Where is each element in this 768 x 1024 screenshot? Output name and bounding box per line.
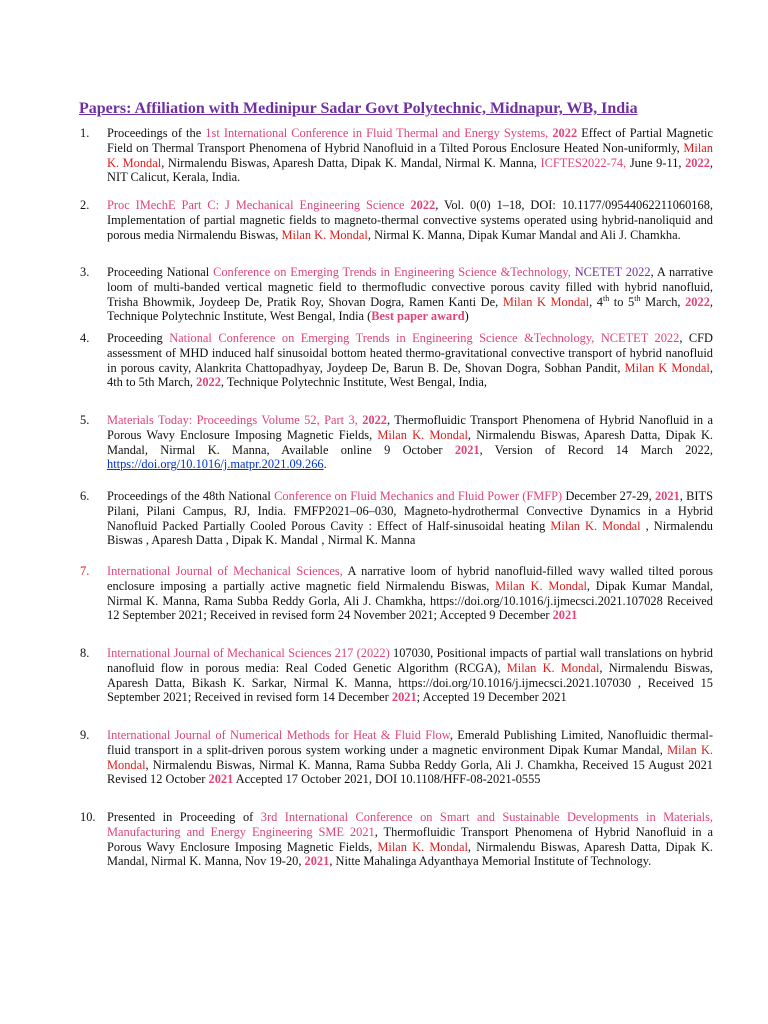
entry-text-segment: , A narrative loom of multi-banded vertical magnetic field to thermofludic convective porous cavity filled with hybrid nanofluid, Trisha Bhowmik, Joydeep De, Pratik Roy, Shovan Dogra, Ramen Kanti De, (107, 265, 713, 309)
entry-text-segment: Proceeding National (107, 265, 214, 279)
entry-text-segment: ; Accepted 19 December 2021 (416, 690, 567, 705)
entry-number: 2. (80, 198, 90, 212)
entry-text (107, 265, 713, 324)
entry-text-segment: Conference on Emerging Trends in Engineering Science &Technology, (213, 265, 571, 279)
entry-text-segment: Milan K. Mondal (281, 227, 368, 242)
entry-text-segment: , Nirmalendu Biswas, Nirmal K. Manna, Rama Subba Reddy Gorla, Ali J. Chamkha, Received 15 August 2021 Revised 12 October (107, 757, 713, 787)
entry-text-segment: , CFD assessment of MHD induced half sinusoidal bottom heated thermo-gravitational convective transport of hybrid nanofluid in porous cavity, Alankrita Chattopadhyay, Joydeep De, Barun B. De, Shovan Dogra, Sobhan Pandit, (107, 331, 713, 375)
entry-text-segment: , Nirmalendu Biswas, Aparesh Datta, Dipak K. Mandal, Nirmal K. Manna, Available online 9 October (107, 427, 713, 457)
entry-text-segment: 2021 (552, 608, 578, 623)
entry-number: 9. (80, 728, 90, 742)
entry-text-segment: Conference on Fluid Mechanics and Fluid Power (FMFP) (274, 489, 563, 503)
entry-text (107, 331, 713, 390)
entry-text-segment: , Nitte Mahalinga Adyanthaya Memorial Institute of Technology. (329, 854, 652, 869)
entry-text-segment: , Version of Record 14 March 2022, (479, 442, 713, 457)
entry-text-segment: Best paper award (371, 309, 465, 324)
entry-text-segment: to 5 (609, 294, 635, 309)
entry-text-segment: ICFTES2022-74, (540, 155, 627, 170)
entry-text-segment: International Journal of Numerical Methods for Heat & Fluid Flow (107, 728, 450, 742)
entry-text (107, 126, 713, 185)
entry-text-segment: 2021 (654, 489, 680, 503)
entry-text (107, 489, 713, 548)
entry-text-segment: , Nirmalendu Biswas , Aparesh Datta , Dipak K. Mandal , Nirmal K. Manna (107, 518, 713, 548)
entry-text-segment: th (634, 293, 641, 303)
entry-text-segment: June 9-11, (626, 155, 686, 170)
entry-text-segment: Effect of Partial Magnetic Field on Thermal Transport Phenomena of Hybrid Nanofluid in a Tilted Porous Enclosure Heated Non-uniformly, (107, 126, 713, 155)
entry-text-segment: 2021 (208, 772, 234, 787)
entry-text-segment: 2022 (552, 126, 578, 140)
entry-text-segment: 2022 (362, 413, 387, 427)
entry-text-segment: Proc IMechE Part C: J Mechanical Engineering Science (107, 198, 405, 212)
entry-text-segment: th (602, 293, 610, 303)
entry-text-segment: , Technique Polytechnic Institute, West Bengal, India ( (107, 294, 713, 324)
entry-text-segment: 2022 (196, 375, 221, 390)
entry-text-segment: 2022 (410, 198, 436, 212)
entry-text-segment: A narrative loom of hybrid nanofluid-filled wavy walled tilted porous enclosure imposing a partially active magnetic field Nirmalendu Biswas, (107, 564, 713, 593)
entry-text-segment: Milan K. Mondal (550, 518, 641, 533)
entry-text-segment: December 27-29, (562, 489, 655, 503)
entry-number: 5. (80, 413, 90, 427)
entry-text-segment: Milan K. Mondal (506, 660, 600, 675)
entry-text-segment: 2021 (454, 442, 480, 457)
entry-text-segment: March, (640, 294, 686, 309)
entry-text-segment: Milan K. Mondal (377, 427, 468, 442)
publication-entry-2 (80, 198, 713, 242)
entry-text-segment: Presented in Proceeding of (107, 810, 261, 824)
entry-text-segment: International Journal of Mechanical Sciences, (107, 564, 343, 578)
entry-text-segment: Proceedings of the 48th National (107, 489, 275, 503)
entry-text-segment: Milan K. Mondal (107, 742, 713, 772)
entry-text-segment: Accepted 17 October 2021, DOI 10.1108/HFF-08-2021-0555 (233, 772, 541, 787)
entry-text-segment: , Vol. 0(0) 1–18, DOI: 10.1177/09544062211060168, Implementation of partial magnetic fields to magneto-thermal convective systems operated using hybrid-nanoliquid and porous media Nirmalendu Biswas, (107, 198, 713, 242)
entry-text-segment: NCETET 2022 (600, 331, 680, 345)
entry-number: 3. (80, 265, 90, 279)
entry-text-segment: 2021 (391, 690, 417, 705)
entry-text (107, 413, 713, 472)
entry-text-segment: , Nirmalendu Biswas, Aparesh Datta, Dipak K. Mandal, Nirmal K. Manna, (161, 155, 541, 170)
entry-text-segment: Milan K Mondal (502, 294, 590, 309)
entry-text-segment: Milan K. Mondal (377, 839, 468, 854)
publication-entry-10 (80, 810, 713, 869)
publication-entry-3 (80, 265, 713, 324)
entry-number: 10. (80, 810, 96, 824)
entry-text-segment: . (323, 457, 327, 472)
entry-text-segment: International Journal of Mechanical Sciences 217 (2022) (107, 646, 390, 660)
entry-number: 1. (80, 126, 90, 140)
entry-text (107, 646, 713, 705)
entry-text (107, 198, 713, 242)
publication-entry-7 (80, 564, 713, 623)
entry-text-segment: 2022 (685, 294, 710, 309)
entry-text-segment: , Nirmalendu Biswas, Aparesh Datta, Bikash K. Sarkar, Nirmal K. Manna, https://doi.org/10.1016/j.ijmecsci.2021.107030 , Received 15 September 2021; Received in revised form 14 December (107, 660, 714, 705)
entry-text (107, 810, 713, 869)
entry-text-segment: Milan K Mondal (624, 360, 710, 375)
entry-text-segment: , Nirmalendu Biswas, Aparesh Datta, Dipak K. Mandal, Nirmal K. Manna, Nov 19-20, (107, 839, 713, 869)
entry-text-segment: , Thermofluidic Transport Phenomena of Hybrid Nanofluid in a Porous Wavy Enclosure Imposing Magnetic Fields, (107, 824, 713, 854)
entry-number: 4. (80, 331, 90, 345)
entry-number: 6. (80, 489, 90, 503)
entry-text-segment: 1st International Conference in Fluid Thermal and Energy Systems, (205, 126, 549, 140)
entry-text-segment: , Emerald Publishing Limited, Nanofluidic thermal-fluid transport in a split-driven porous system working under a magnetic environment Dipak Kumar Mandal, (107, 728, 713, 757)
entry-number: 7. (80, 564, 90, 578)
entry-text-segment: , Thermofluidic Transport Phenomena of Hybrid Nanofluid in a Porous Wavy Enclosure Imposing Magnetic Fields, (107, 413, 713, 442)
entry-text-segment: , Nirmal K. Manna, Dipak Kumar Mandal and Ali J. Chamkha. (367, 227, 681, 242)
entry-text-segment: National Conference on Emerging Trends in Engineering Science &Technology, (169, 331, 595, 345)
entry-text-segment: 3rd International Conference on Smart and Sustainable Developments in Materials, Manufacturing and Energy Engineering SME 2021 (107, 810, 713, 839)
entry-text-segment: , Dipak Kumar Mandal, Nirmal K. Manna, Rama Subba Reddy Gorla, Ali J. Chamkha, https://doi.org/10.1016/j.ijmecsci.2021.107028 Received 12 September 2021; Received in revised form 24 November 2021; Accepted 9 December (107, 578, 713, 623)
entry-text (107, 728, 713, 787)
entry-text-segment: 107030, Positional impacts of partial wall translations on hybrid nanofluid flow in porous media: Real Coded Genetic Algorithm (RCGA), (107, 646, 713, 675)
page-heading: Papers: Affiliation with Medinipur Sadar Govt Polytechnic, Midnapur, WB, India (79, 100, 638, 117)
entry-text-segment: , Technique Polytechnic Institute, West Bengal, India, (220, 375, 488, 390)
entry-text-segment: , 4 (589, 294, 603, 309)
entry-text-segment: 2021 (304, 854, 330, 869)
entry-text-segment: 2022 (685, 155, 710, 170)
entry-text-segment: Proceeding (107, 331, 170, 345)
entry-text-segment: , NIT Calicut, Kerala, India. (107, 155, 713, 185)
entry-text-segment: Milan K. Mondal (107, 140, 713, 170)
publication-entry-6 (80, 489, 713, 548)
doi-link[interactable]: https://doi.org/10.1016/j.matpr.2021.09.266 (107, 457, 324, 472)
publication-entry-4 (80, 331, 713, 390)
publication-entry-1 (80, 126, 713, 185)
publication-entry-8 (80, 646, 713, 705)
entry-text-segment: Milan K. Mondal (495, 578, 587, 593)
entry-text-segment: , BITS Pilani, Pilani Campus, RJ, India. FMFP2021–06–030, Magneto-hydrothermal Convective Dynamics in a Hybrid Nanofluid Packed Partially Cooled Porous Cavity : Effect of Half-sinusoidal heating (107, 489, 713, 533)
entry-text-segment: Materials Today: Proceedings Volume 52, Part 3, (107, 413, 358, 427)
entry-text-segment: NCETET 2022 (574, 265, 651, 279)
entry-text-segment: Proceedings of the (107, 126, 206, 140)
publication-entry-5 (80, 413, 713, 472)
entry-text-segment: , 4th to 5th March, (107, 360, 713, 390)
entry-text-segment: ) (464, 309, 469, 324)
publication-entry-9 (80, 728, 713, 787)
entry-number: 8. (80, 646, 90, 660)
entry-text (107, 564, 713, 623)
